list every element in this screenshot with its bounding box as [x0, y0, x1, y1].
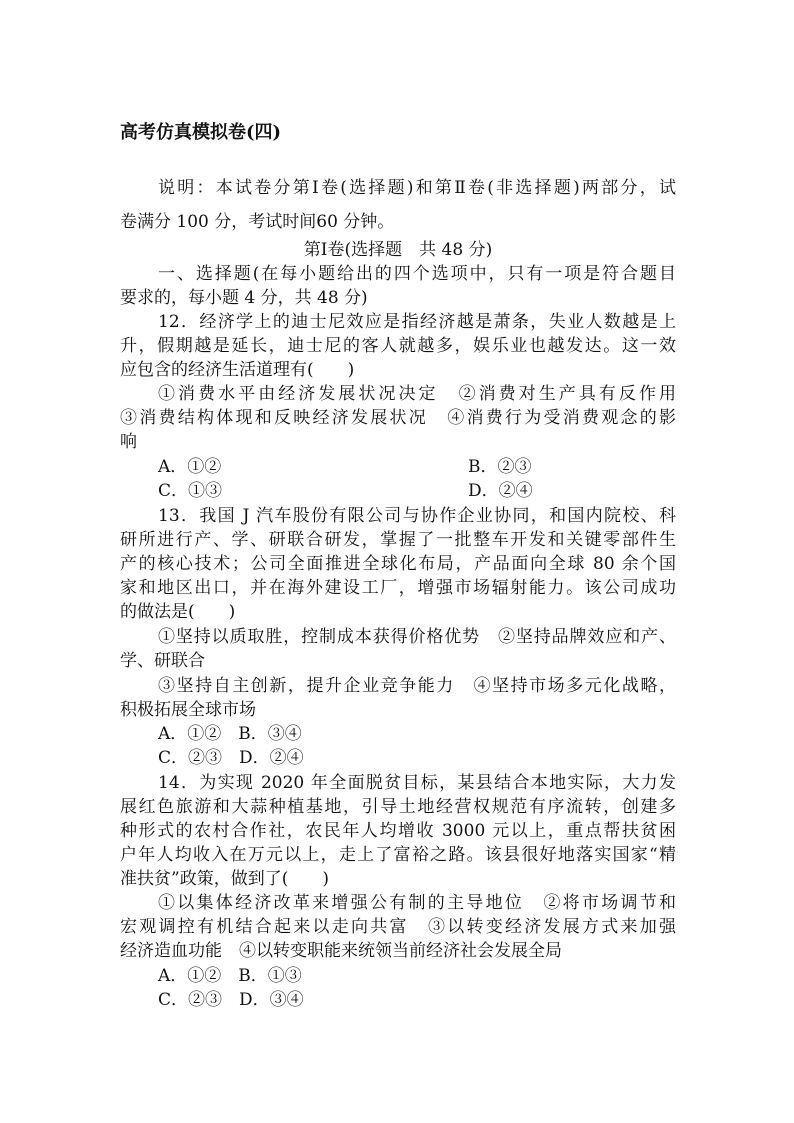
q13-item-line-2: 学、研联合 — [120, 651, 205, 671]
q14-stem-line-3: 种形式的农村合作社，农民年人均增收 3000 元以上，重点帮扶贫困 — [120, 821, 676, 841]
q12-stem-line-1: 12．经济学上的迪士尼效应是指经济越是萧条，失业人数越是上 — [158, 312, 676, 332]
q14-item-line-3: 经济造血功能 ④以转变职能来统领当前经济社会发展全局 — [120, 941, 562, 961]
q13-stem-line-2: 研所进行产、学、研联合研发，掌握了一批整车开发和关键零部件生 — [120, 530, 676, 550]
q12-item-line-1: ①消费水平由经济发展状况决定 ②消费对生产具有反作用 — [158, 384, 676, 404]
q13-options-row-2: C．②③ D．②④ — [158, 748, 304, 768]
q14-item-line-2: 宏观调控有机结合起来以走向共富 ③以转变经济发展方式来加强 — [120, 917, 676, 937]
q13-item-line-4: 积极拓展全球市场 — [120, 700, 256, 720]
q12-item-line-2: ③消费结构体现和反映经济发展状况 ④消费行为受消费观念的影 — [120, 408, 676, 428]
q12-option-b: B．②③ — [468, 457, 532, 477]
q13-item-line-3: ③坚持自主创新，提升企业竞争能力 ④坚持市场多元化战略， — [158, 676, 676, 696]
q12-stem-line-3: 应包含的经济生活道理有( ) — [120, 360, 355, 380]
q13-stem-line-3: 产的核心技术；公司全面推进全球化布局，产品面向全球 80 余个国 — [120, 554, 676, 574]
intro-line-2: 卷满分 100 分，考试时间60 分钟。 — [120, 212, 395, 232]
part-instruction-line-1: 一、选择题(在每小题给出的四个选项中，只有一项是符合题目 — [158, 264, 676, 284]
q13-stem-line-4: 家和地区出口，并在海外建设工厂，增强市场辐射能力。该公司成功 — [120, 578, 676, 598]
q12-option-c: C．①③ — [158, 481, 223, 501]
q12-item-line-3: 响 — [120, 432, 137, 452]
q12-option-d: D．②④ — [468, 481, 533, 501]
q14-stem-line-4: 户年人均收入在万元以上，走上了富裕之路。该县很好地落实国家“精 — [120, 845, 676, 865]
q13-stem-line-5: 的做法是( ) — [120, 602, 236, 622]
q14-stem-line-2: 展红色旅游和大蒜种植基地，引导土地经营权规范有序流转，创建多 — [120, 797, 676, 817]
section-heading: 第Ⅰ卷(选择题 共 48 分) — [303, 240, 493, 260]
intro-line-1: 说明：本试卷分第Ⅰ卷(选择题)和第Ⅱ卷(非选择题)两部分，试 — [158, 178, 676, 198]
q14-options-row-1: A．①② B．①③ — [158, 966, 302, 986]
q14-stem-line-1: 14．为实现 2020 年全面脱贫目标，某县结合本地实际，大力发 — [158, 773, 676, 793]
q13-stem-line-1: 13．我国 J 汽车股份有限公司与协作企业协同，和国内院校、科 — [158, 506, 676, 526]
q13-options-row-1: A．①② B．③④ — [158, 724, 302, 744]
q14-stem-line-5: 准扶贫”政策，做到了( ) — [120, 869, 329, 889]
q12-option-a: A．①② — [158, 457, 222, 477]
part-instruction-line-2: 要求的，每小题 4 分，共 48 分) — [120, 288, 368, 308]
q14-options-row-2: C．②③ D．③④ — [158, 990, 304, 1010]
exam-title: 高考仿真模拟卷(四) — [120, 122, 282, 143]
q12-stem-line-2: 升，假期越是延长，迪士尼的客人就越多，娱乐业也越发达。这一效 — [120, 336, 676, 356]
q14-item-line-1: ①以集体经济改革来增强公有制的主导地位 ②将市场调节和 — [158, 893, 676, 913]
q13-item-line-1: ①坚持以质取胜，控制成本获得价格优势 ②坚持品牌效应和产、 — [158, 627, 676, 647]
